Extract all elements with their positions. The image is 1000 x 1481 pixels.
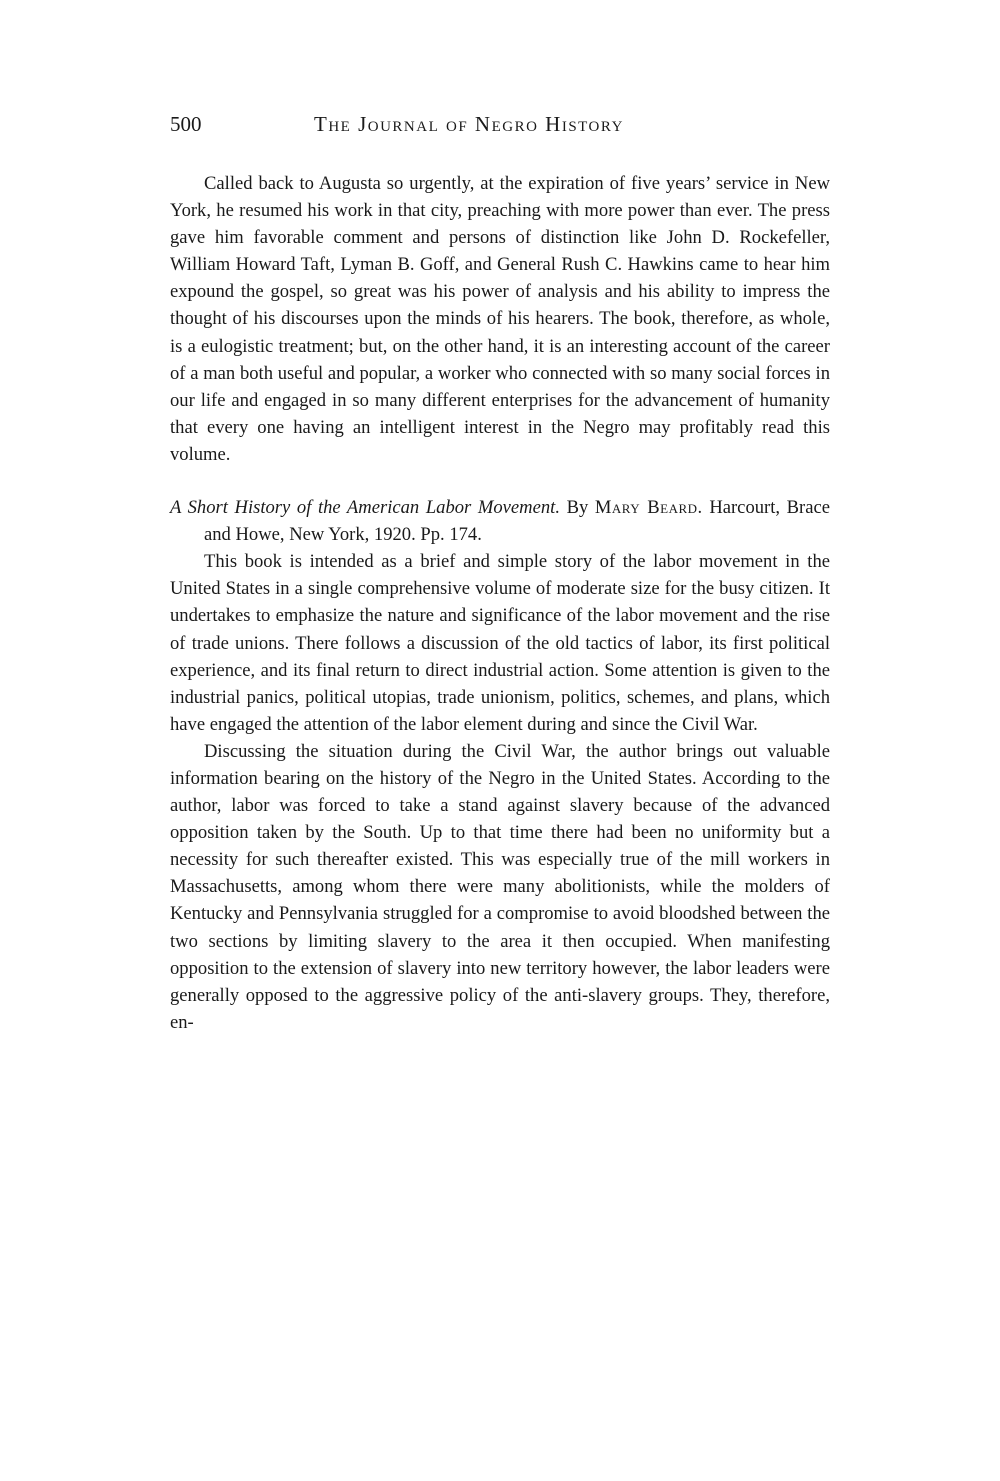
review-book-title: A Short History of the American Labor Movement. — [170, 497, 560, 519]
paragraph-review-summary: This book is intended as a brief and simple story of the labor movement in the United States in a single comprehensive volume of moderate size for the busy citizen. It undertakes to emphasize the nature and significance of the labor movement and the rise of trade unions. There follows a discussion of the old tactics of labor, its first political experience, and its final return to direct industrial action. Some attention is given to the industrial panics, political utopias, trade unionism, politics, schemes, and plans, which have engaged the attention of the labor element during and since the Civil War. — [170, 551, 830, 735]
paragraph-civil-war-discussion: Discussing the situation during the Civil War, the author brings out valuable information bearing on the history of the Negro in the United States. According to the author, labor was forced to take a stand against slavery because of the advanced opposition taken by the South. Up to that time there had been no uniformity but a necessity for such thereafter existed. This was especially true of the mill workers in Massachusetts, among whom there were many abolitionists, while the molders of Kentucky and Pennsylvania struggled for a compromise to avoid bloodshed between the two sections by limiting slavery to the area it then occupied. When manifesting opposition to the extension of slavery into new territory however, the labor leaders were generally opposed to the aggressive policy of the anti-slavery groups. They, therefore, en- — [170, 740, 830, 1033]
running-head — [170, 112, 830, 152]
review-heading — [170, 494, 830, 548]
review-by: By — [566, 497, 589, 519]
paragraph-review-continuation: Called back to Augusta so urgently, at the expiration of five years’ service in New York, he resumed his work in that city, preaching with more power than ever. The press gave him favorable comment and persons of distinction like John D. Rockefeller, William Howard Taft, Lyman B. Goff, and General Rush C. Hawkins came to hear him expound the gospel, so great was his power of analysis and his ability to impress the thought of his discourses upon the minds of his hearers. The book, therefore, as whole, is a eulogistic treatment; but, on the other hand, it is an interesting account of the career of a man both useful and popular, a worker who connected with so many social forces in our life and engaged in so many different enterprises for the advancement of humanity that every one having an intelligent interest in the Negro may profitably read this volume. — [170, 173, 830, 465]
page-number: 500 — [170, 112, 202, 136]
review-author: Mary Beard. — [594, 497, 703, 519]
review-publication: Harcourt, Brace and Howe, New York, 1920. Pp. 174. — [204, 497, 830, 546]
document-page — [170, 112, 830, 1036]
journal-title: The Journal of Negro History — [314, 112, 624, 136]
